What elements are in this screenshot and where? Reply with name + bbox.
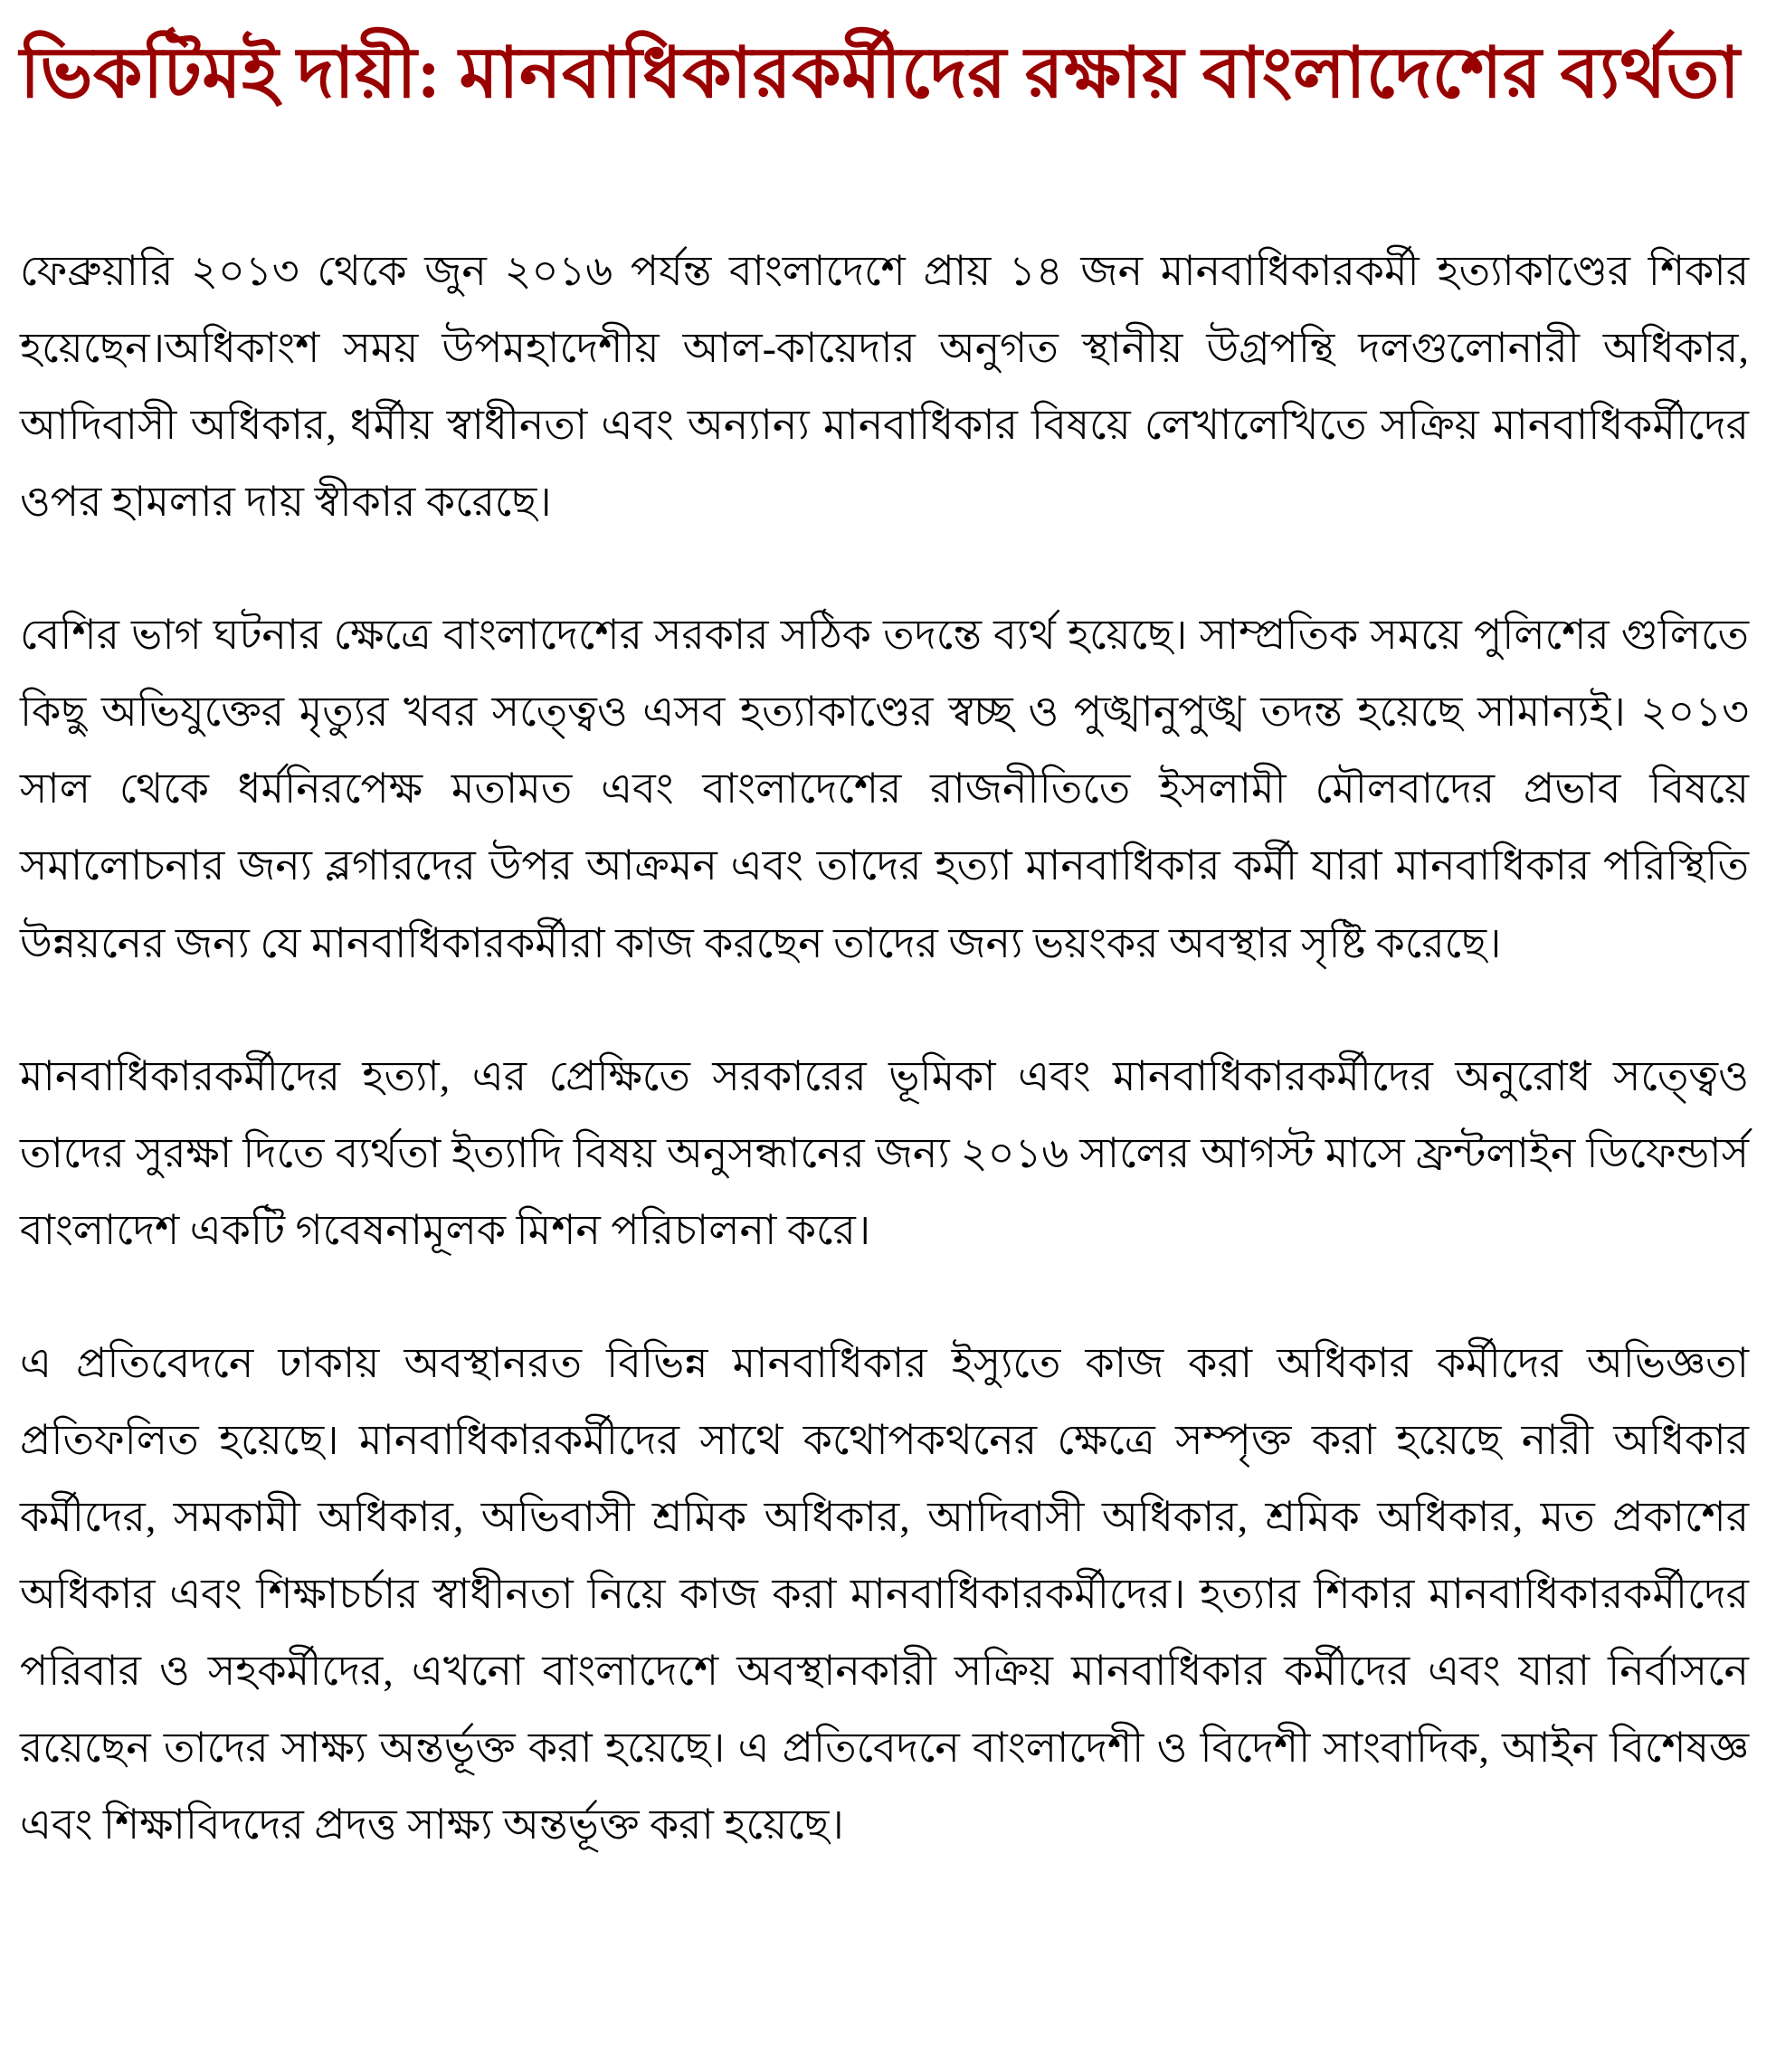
paragraph-4: এ প্রতিবেদনে ঢাকায় অবস্থানরত বিভিন্ন মানবাধিকার ইস্যুতে কাজ করা অধিকার কর্মীদের অভিজ্ঞতা প্রতিফলিত হয়েছে। মানবাধিকারকর্মীদের সাথে কথোপকথনের ক্ষেত্রে সম্পৃক্ত করা হয়েছে নারী অধিকার কর্মীদের, সমকামী অধিকার, অভিবাসী শ্রমিক অধিকার, আদিবাসী অধিকার, শ্রমিক অধিকার, মত প্রকাশের অধিকার এবং শিক্ষাচর্চার স্বাধীনতা নিয়ে কাজ করা মানবাধিকারকর্মীদের। হত্যার শিকার মানবাধিকারকর্মীদের পরিবার ও সহকর্মীদের, এখনো বাংলাদেশে অবস্থানকারী সক্রিয় মানবাধিকার কর্মীদের এবং যারা নির্বাসনে রয়েছেন তাদের সাক্ষ্য অন্তর্ভূক্ত করা হয়েছে। এ প্রতিবেদনে বাংলাদেশী ও বিদেশী সাংবাদিক, আইন বিশেষজ্ঞ এবং শিক্ষাবিদদের প্রদত্ত সাক্ষ্য অন্তর্ভূক্ত করা হয়েছে। bbox=[20, 1339, 1749, 1849]
paragraph-2: বেশির ভাগ ঘটনার ক্ষেত্রে বাংলাদেশের সরকার সঠিক তদন্তে ব্যর্থ হয়েছে। সাম্প্রতিক সময়ে পুলিশের গুলিতে কিছু অভিযুক্তের মৃত্যুর খবর সত্ত্বেও এসব হত্যাকাণ্ডের স্বচ্ছ ও পুঙ্খানুপুঙ্খ তদন্ত হয়েছে সামান্যই। ২০১৩ সাল থেকে ধর্মনিরপেক্ষ মতামত এবং বাংলাদেশের রাজনীতিতে ইসলামী মৌলবাদের প্রভাব বিষয়ে সমালোচনার জন্য ব্লগারদের উপর আক্রমন এবং তাদের হত্যা মানবাধিকার কর্মী যারা মানবাধিকার পরিস্থিতি উন্নয়নের জন্য যে মানবাধিকারকর্মীরা কাজ করছেন তাদের জন্য ভয়ংকর অবস্থার সৃষ্টি করেছে। bbox=[20, 612, 1749, 966]
paragraph-1: ফেব্রুয়ারি ২০১৩ থেকে জুন ২০১৬ পর্যন্ত বাংলাদেশে প্রায় ১৪ জন মানবাধিকারকর্মী হত্যাকাণ্ডের শিকার হয়েছেন।অধিকাংশ সময় উপমহাদেশীয় আল-কায়েদার অনুগত স্থানীয় উগ্রপন্থি দলগুলোনারী অধিকার, আদিবাসী অধিকার, ধর্মীয় স্বাধীনতা এবং অন্যান্য মানবাধিকার বিষয়ে লেখালেখিতে সক্রিয় মানবাধিকর্মীদের ওপর হামলার দায় স্বীকার করেছে। bbox=[20, 247, 1749, 526]
paragraph-3: মানবাধিকারকর্মীদের হত্যা, এর প্রেক্ষিতে সরকারের ভূমিকা এবং মানবাধিকারকর্মীদের অনুরোধ সত্ত্বেও তাদের সুরক্ষা দিতে ব্যর্থতা ইত্যাদি বিষয় অনুসন্ধানের জন্য ২০১৬ সালের আগস্ট মাসে ফ্রন্টলাইন ডিফেন্ডার্স বাংলাদেশ একটি গবেষনামূলক মিশন পরিচালনা করে। bbox=[20, 1052, 1749, 1253]
article-title: ভিকটিমই দায়ী: মানবাধিকারকর্মীদের রক্ষায় বাংলাদেশের ব্যর্থতা bbox=[20, 33, 1741, 112]
article-body bbox=[20, 233, 1749, 1864]
